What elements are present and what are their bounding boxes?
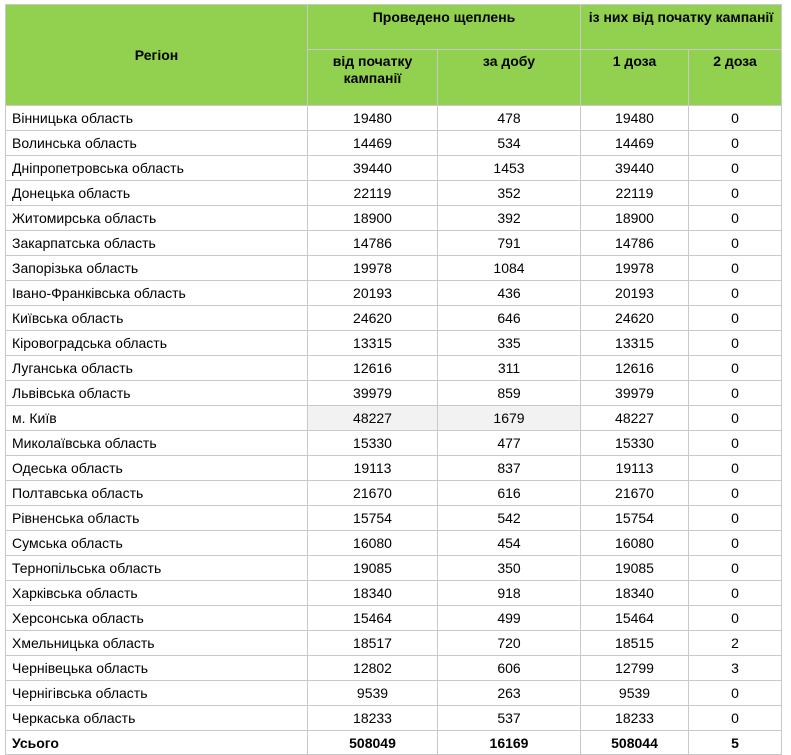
table-row: [6, 706, 782, 731]
dose2-cell: 0: [689, 706, 782, 731]
table-row: [6, 406, 782, 431]
table-row: [6, 131, 782, 156]
dose2-cell: 0: [689, 331, 782, 356]
day-cell: 606: [438, 656, 581, 681]
region-cell: Рівненська область: [6, 506, 308, 531]
total-cell: 24620: [308, 306, 438, 331]
total-cell: 21670: [308, 481, 438, 506]
table-row: [6, 356, 782, 381]
dose1-cell: 14469: [581, 131, 689, 156]
total-cell: 15754: [308, 506, 438, 531]
dose2-cell: 0: [689, 581, 782, 606]
region-cell: Миколаївська область: [6, 431, 308, 456]
region-cell: Львівська область: [6, 381, 308, 406]
dose1-cell: 18340: [581, 581, 689, 606]
day-cell: 477: [438, 431, 581, 456]
dose2-cell: 0: [689, 481, 782, 506]
day-cell: 335: [438, 331, 581, 356]
region-cell: Полтавська область: [6, 481, 308, 506]
day-cell: 263: [438, 681, 581, 706]
total-cell: 19113: [308, 456, 438, 481]
table-row: [6, 456, 782, 481]
table-row: [6, 681, 782, 706]
table-row: [6, 106, 782, 131]
dose2-cell: 0: [689, 431, 782, 456]
total-cell: 15330: [308, 431, 438, 456]
total-cell: 9539: [308, 681, 438, 706]
region-cell: Харківська область: [6, 581, 308, 606]
header-region: Регіон: [6, 5, 308, 106]
dose1-cell: 12799: [581, 656, 689, 681]
dose2-cell: 0: [689, 506, 782, 531]
dose2-cell: 2: [689, 631, 782, 656]
header-per-day: за добу: [438, 50, 581, 106]
region-cell: Хмельницька область: [6, 631, 308, 656]
dose1-cell: 13315: [581, 331, 689, 356]
table-row: [6, 256, 782, 281]
table-row: [6, 581, 782, 606]
total-cell: 12802: [308, 656, 438, 681]
dose2-cell: 0: [689, 281, 782, 306]
dose1-cell: 15330: [581, 431, 689, 456]
total-cell: 48227: [308, 406, 438, 431]
day-cell: 350: [438, 556, 581, 581]
dose2-cell: 0: [689, 406, 782, 431]
total-cell: 18340: [308, 581, 438, 606]
table-body: [6, 106, 782, 755]
dose1-cell: 22119: [581, 181, 689, 206]
dose1-cell: 39979: [581, 381, 689, 406]
table-row: [6, 506, 782, 531]
total-cell: 12616: [308, 356, 438, 381]
total-cell: 20193: [308, 281, 438, 306]
day-cell: 311: [438, 356, 581, 381]
total-cell: 22119: [308, 181, 438, 206]
day-cell: 720: [438, 631, 581, 656]
total-cell: 19978: [308, 256, 438, 281]
table-row: [6, 606, 782, 631]
header-from-start-group: із них від початку кампанії: [581, 5, 782, 50]
day-cell: 542: [438, 506, 581, 531]
region-cell: Закарпатська область: [6, 231, 308, 256]
day-cell: 1453: [438, 156, 581, 181]
dose1-cell: 39440: [581, 156, 689, 181]
grand-day-cell: 16169: [438, 731, 581, 755]
day-cell: 837: [438, 456, 581, 481]
day-cell: 499: [438, 606, 581, 631]
table-row: [6, 281, 782, 306]
dose2-cell: 0: [689, 156, 782, 181]
dose2-cell: 0: [689, 381, 782, 406]
day-cell: 918: [438, 581, 581, 606]
table-row: [6, 181, 782, 206]
region-cell: Одеська область: [6, 456, 308, 481]
total-cell: 39440: [308, 156, 438, 181]
total-cell: 14786: [308, 231, 438, 256]
dose2-cell: 0: [689, 206, 782, 231]
dose2-cell: 0: [689, 131, 782, 156]
dose1-cell: 48227: [581, 406, 689, 431]
dose1-cell: 9539: [581, 681, 689, 706]
region-cell: Чернівецька область: [6, 656, 308, 681]
total-cell: 15464: [308, 606, 438, 631]
region-cell: Херсонська область: [6, 606, 308, 631]
total-cell: 14469: [308, 131, 438, 156]
dose2-cell: 0: [689, 531, 782, 556]
day-cell: 352: [438, 181, 581, 206]
dose2-cell: 0: [689, 456, 782, 481]
header-dose2: 2 доза: [689, 50, 782, 106]
day-cell: 534: [438, 131, 581, 156]
dose1-cell: 20193: [581, 281, 689, 306]
day-cell: 616: [438, 481, 581, 506]
table-row: [6, 306, 782, 331]
total-row: [6, 731, 782, 755]
grand-dose1-cell: 508044: [581, 731, 689, 755]
region-cell: Київська область: [6, 306, 308, 331]
dose1-cell: 24620: [581, 306, 689, 331]
dose1-cell: 18515: [581, 631, 689, 656]
header-dose1: 1 доза: [581, 50, 689, 106]
region-cell: Черкаська область: [6, 706, 308, 731]
region-cell: Кіровоградська область: [6, 331, 308, 356]
header-since-start: від початку кампанії: [308, 50, 438, 106]
day-cell: 859: [438, 381, 581, 406]
dose2-cell: 0: [689, 556, 782, 581]
day-cell: 392: [438, 206, 581, 231]
day-cell: 1084: [438, 256, 581, 281]
dose2-cell: 3: [689, 656, 782, 681]
vaccination-table-container: [5, 4, 782, 755]
day-cell: 537: [438, 706, 581, 731]
day-cell: 1679: [438, 406, 581, 431]
total-cell: 18233: [308, 706, 438, 731]
dose2-cell: 0: [689, 356, 782, 381]
dose2-cell: 0: [689, 681, 782, 706]
table-row: [6, 231, 782, 256]
region-cell: Донецька область: [6, 181, 308, 206]
total-cell: 19480: [308, 106, 438, 131]
table-row: [6, 531, 782, 556]
dose1-cell: 19978: [581, 256, 689, 281]
dose2-cell: 0: [689, 106, 782, 131]
table-row: [6, 481, 782, 506]
total-cell: 13315: [308, 331, 438, 356]
table-row: [6, 556, 782, 581]
dose1-cell: 19085: [581, 556, 689, 581]
region-cell: Сумська область: [6, 531, 308, 556]
region-cell: Луганська область: [6, 356, 308, 381]
total-cell: 18517: [308, 631, 438, 656]
day-cell: 454: [438, 531, 581, 556]
table-row: [6, 656, 782, 681]
region-cell: Вінницька область: [6, 106, 308, 131]
table-row: [6, 431, 782, 456]
dose2-cell: 0: [689, 606, 782, 631]
region-cell: Запорізька область: [6, 256, 308, 281]
total-label-cell: Усього: [6, 731, 308, 755]
day-cell: 478: [438, 106, 581, 131]
region-cell: Івано-Франківська область: [6, 281, 308, 306]
dose2-cell: 0: [689, 306, 782, 331]
day-cell: 436: [438, 281, 581, 306]
table-row: [6, 156, 782, 181]
table-row: [6, 381, 782, 406]
region-cell: Тернопільська область: [6, 556, 308, 581]
total-cell: 16080: [308, 531, 438, 556]
dose2-cell: 0: [689, 256, 782, 281]
table-row: [6, 631, 782, 656]
table-row: [6, 206, 782, 231]
dose1-cell: 18233: [581, 706, 689, 731]
header-vaccinations-group: Проведено щеплень: [308, 5, 581, 50]
table-row: [6, 331, 782, 356]
vaccination-table: [5, 4, 782, 755]
total-cell: 39979: [308, 381, 438, 406]
total-cell: 19085: [308, 556, 438, 581]
dose1-cell: 15464: [581, 606, 689, 631]
region-cell: Дніпропетровська область: [6, 156, 308, 181]
dose1-cell: 21670: [581, 481, 689, 506]
total-cell: 18900: [308, 206, 438, 231]
day-cell: 646: [438, 306, 581, 331]
region-cell: Волинська область: [6, 131, 308, 156]
region-cell: м. Київ: [6, 406, 308, 431]
grand-dose2-cell: 5: [689, 731, 782, 755]
region-cell: Чернігівська область: [6, 681, 308, 706]
dose2-cell: 0: [689, 231, 782, 256]
day-cell: 791: [438, 231, 581, 256]
dose1-cell: 14786: [581, 231, 689, 256]
dose1-cell: 12616: [581, 356, 689, 381]
dose1-cell: 19113: [581, 456, 689, 481]
dose1-cell: 19480: [581, 106, 689, 131]
dose1-cell: 15754: [581, 506, 689, 531]
grand-total-cell: 508049: [308, 731, 438, 755]
dose2-cell: 0: [689, 181, 782, 206]
dose1-cell: 18900: [581, 206, 689, 231]
dose1-cell: 16080: [581, 531, 689, 556]
region-cell: Житомирська область: [6, 206, 308, 231]
